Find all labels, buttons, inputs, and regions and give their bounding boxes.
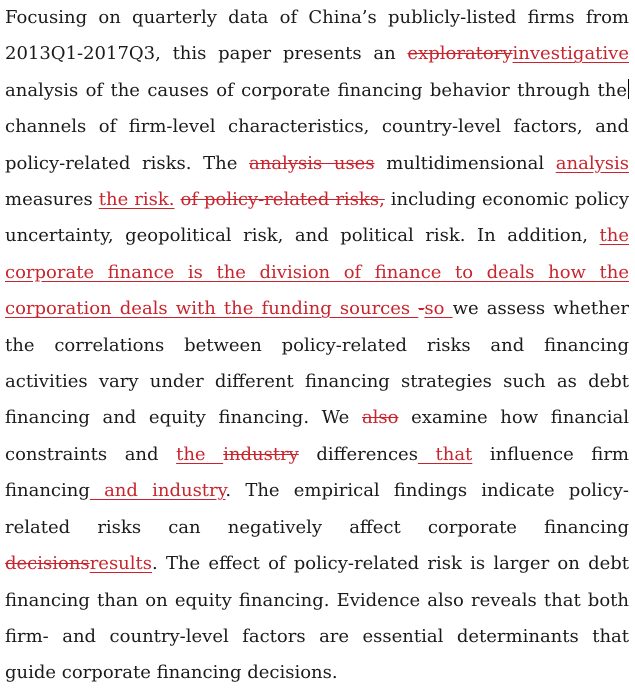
body-text: multidimensional (374, 152, 556, 174)
inserted-text: the risk. (98, 189, 175, 211)
body-text: Focusing on quarterly data of China’s publicly-listed firms from 2013Q1-2017Q3, this paper presents an (5, 7, 629, 65)
body-text: . The empirical findings indicate policy-related risks can negatively affect corporate financing (5, 480, 629, 538)
body-text: measures (5, 189, 99, 211)
document-paragraph[interactable] (5, 0, 629, 692)
body-text: analysis of the causes of corporate financing behavior through the (5, 79, 627, 101)
inserted-text: that (417, 443, 473, 465)
inserted-text: and industry (89, 480, 226, 502)
text-cursor (628, 79, 629, 99)
deleted-text: exploratory (407, 43, 513, 65)
body-text: we assess whether the correlations between policy-related risks and financing activities vary under different financing strategies such as debt financing and equity financing. We (5, 298, 630, 429)
deleted-text: of policy-related risks, (180, 189, 385, 211)
body-text: including economic policy uncertainty, geopolitical risk, and political risk. In addition, (5, 189, 629, 247)
body-text: . The effect of policy-related risk is larger on debt financing than on equity financing. Evidence also reveals that both firm- and country-level factors are essential determinants that guide corporate financing decisions. (5, 553, 629, 684)
inserted-text: results (89, 553, 153, 575)
inserted-text: investigative (512, 43, 629, 65)
deleted-text: industry (223, 443, 299, 465)
deleted-text: - (418, 298, 425, 320)
deleted-text: decisions (5, 553, 90, 575)
inserted-text: the (176, 443, 224, 465)
deleted-text: also (361, 407, 399, 429)
inserted-text: so (424, 298, 453, 320)
deleted-text: analysis uses (249, 152, 375, 174)
inserted-text: the corporate finance is the division of finance to deals how the corporation deals with the funding sources (5, 225, 629, 320)
body-text: differences (298, 443, 418, 465)
body-text: influence firm financing (5, 443, 629, 502)
body-text: examine how financial constraints and (5, 407, 629, 465)
inserted-text: analysis (555, 152, 629, 174)
body-text: channels of firm-level characteristics, country-level factors, and policy-related risks. The (5, 116, 629, 174)
